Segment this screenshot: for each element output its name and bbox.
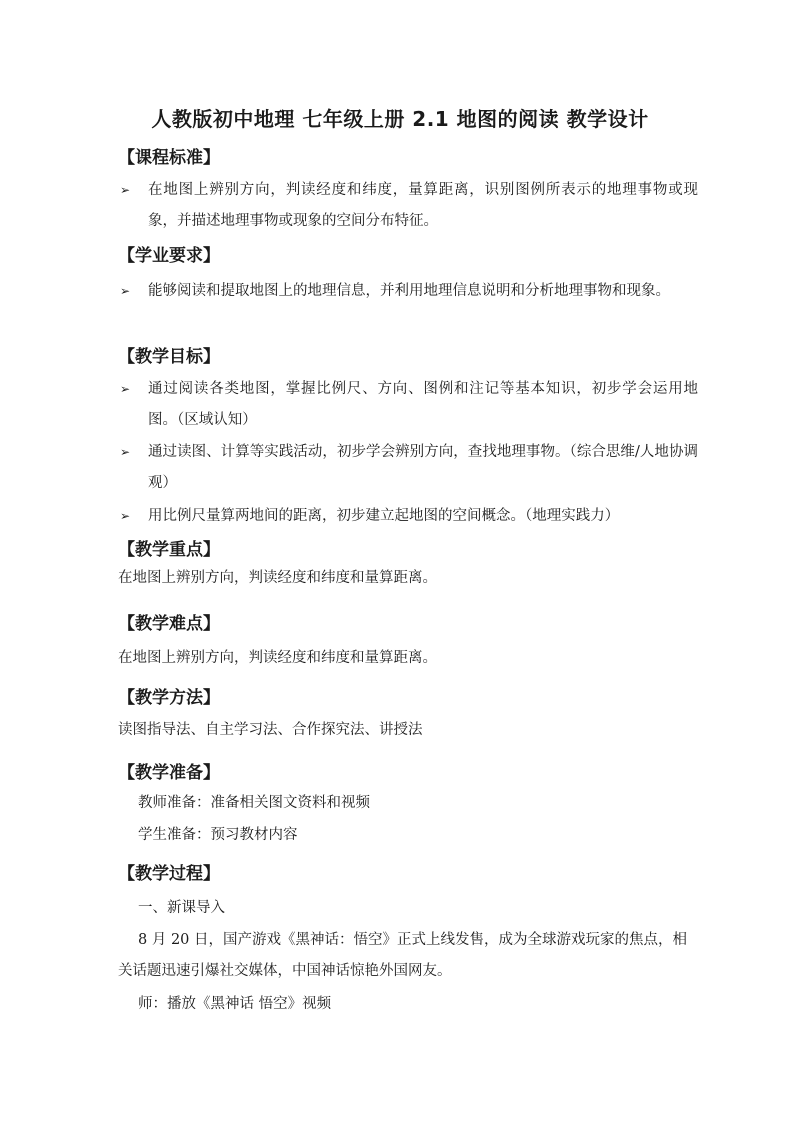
student-preparation-text: 学生准备：预习教材内容 (138, 827, 298, 843)
teacher-preparation-text: 教师准备：准备相关图文资料和视频 (138, 795, 370, 811)
heading-academic-requirement: 【学业要求】 (118, 246, 220, 266)
key-points-text: 在地图上辨别方向，判读经度和纬度和量算距离。 (118, 570, 437, 586)
heading-curriculum-standard: 【课程标准】 (118, 148, 220, 168)
bullet-text: 通过阅读各类地图，掌握比例尺、方向、图例和注记等基本知识，初步学会运用地图。（区域认知） (148, 381, 698, 428)
bullet-text: 在地图上辨别方向，判读经度和纬度，量算距离，识别图例所表示的地理事物或现象，并描述地理事物或现象的空间分布特征。 (148, 182, 698, 229)
bullet-text: 通过读图、计算等实践活动，初步学会辨别方向，查找地理事物。（综合思维/人地协调观） (148, 444, 698, 491)
heading-methods: 【教学方法】 (118, 688, 220, 708)
heading-key-points: 【教学重点】 (118, 540, 220, 560)
arrow-bullet-icon: ➢ (120, 382, 131, 396)
arrow-bullet-icon: ➢ (120, 509, 131, 523)
arrow-bullet-icon: ➢ (120, 183, 131, 197)
document-title: 人教版初中地理 七年级上册 2.1 地图的阅读 教学设计 (151, 107, 649, 131)
teacher-action-text: 师：播放《黑神话 悟空》视频 (138, 996, 332, 1012)
bullet-text: 能够阅读和提取地图上的地理信息，并利用地理信息说明和分析地理事物和现象。 (148, 283, 670, 299)
academic-requirement-bullet (118, 276, 698, 307)
methods-text: 读图指导法、自主学习法、合作探究法、讲授法 (118, 722, 423, 738)
heading-process: 【教学过程】 (118, 864, 220, 884)
arrow-bullet-icon: ➢ (120, 284, 131, 298)
bullet-text: 用比例尺量算两地间的距离，初步建立起地图的空间概念。（地理实践力） (148, 508, 620, 524)
teaching-goal-bullet (118, 501, 698, 532)
heading-difficult-points: 【教学难点】 (118, 614, 220, 634)
difficult-points-text: 在地图上辨别方向，判读经度和纬度和量算距离。 (118, 650, 437, 666)
process-step-title: 一、新课导入 (138, 900, 225, 916)
process-narrative: 8 月 20 日，国产游戏《黑神话：悟空》正式上线发售，成为全球游戏玩家的焦点，相关话题迅速引爆社交媒体，中国神话惊艳外国网友。 (118, 932, 688, 979)
teaching-goal-bullet (118, 437, 698, 499)
arrow-bullet-icon: ➢ (120, 445, 131, 459)
teaching-goal-bullet (118, 374, 698, 436)
curriculum-standard-bullet (118, 175, 698, 237)
heading-preparation: 【教学准备】 (118, 763, 220, 783)
heading-teaching-goals: 【教学目标】 (118, 347, 220, 367)
